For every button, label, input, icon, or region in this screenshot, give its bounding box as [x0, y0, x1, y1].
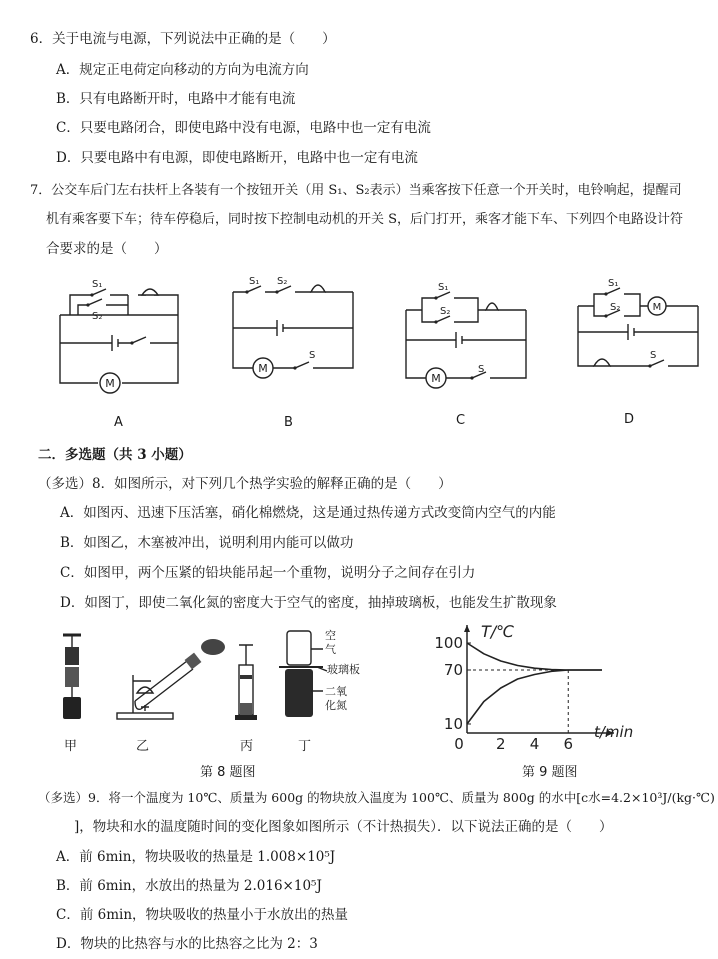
q9-stem-line-1: （多选）9．将一个温度为 10℃、质量为 600g 的物块放入温度为 100℃、质量为 800g 的水中[c水=4.2×10³J/(kg·℃) [38, 790, 715, 805]
q7-stem-line-2: 机有乘客要下车；待车停稳后，同时按下控制电动机的开关 S，后门打开，乘客才能下车、下列四个电路设计符 [46, 212, 684, 227]
circuit-b-s1-label: S₁ [249, 276, 260, 287]
q6-option-d: D．只要电路中有电源，即使电路断开，电路中也一定有电流 [56, 150, 418, 166]
circuit-d-s2-label: S₂ [610, 302, 621, 313]
x-tick-label: 2 [495, 735, 506, 753]
fig-label-ding: 丁 [298, 739, 312, 754]
x-tick-label: 4 [529, 735, 540, 753]
fig-label-bing: 丙 [240, 739, 254, 754]
series-block-curve [467, 670, 602, 724]
q7-stem-line-1: 7．公交车后门左右扶杆上各装有一个按钮开关（用 S₁、S₂表示）当乘客按下任意一个开关时，电铃响起，提醒司 [30, 183, 682, 198]
q7-stem-line-3: 合要求的是（ ） [46, 241, 168, 257]
y-axis-arrow [464, 625, 470, 632]
fig-ding-label-kong: 空 [325, 629, 336, 642]
circuit-c-s-label: S [478, 364, 485, 375]
fig-ding-label-no2-2: 化氮 [325, 699, 347, 712]
circuit-b [225, 270, 365, 380]
q6-option-b: B．只有电路断开时，电路中才能有电流 [56, 91, 296, 107]
fig-yi-test-tube [117, 639, 225, 719]
circuit-b-label: B [284, 415, 293, 430]
circuit-b-s2-label: S₂ [277, 276, 288, 287]
q8-figure-caption: 第 8 题图 [200, 765, 256, 780]
circuit-a-motor: M [105, 377, 115, 390]
circuit-a-s2-label: S₂ [92, 311, 103, 322]
series-water-curve [467, 643, 602, 670]
q8-option-c: C．如图甲，两个压紧的铅块能吊起一个重物，说明分子之间存在引力 [60, 565, 476, 581]
circuit-c-s1-label: S₁ [438, 282, 449, 293]
fig-ding-gas-jars [279, 628, 360, 717]
q6-option-a: A．规定正电荷定向移动的方向为电流方向 [56, 62, 309, 78]
y-tick-label: 10 [443, 715, 463, 733]
fig-label-yi: 乙 [136, 739, 150, 754]
y-tick-label: 70 [443, 661, 463, 679]
circuit-c-label: C [456, 413, 466, 428]
circuit-a-label: A [114, 415, 123, 430]
fig-jia-lead-blocks [63, 635, 81, 719]
circuit-c [398, 280, 538, 395]
circuit-c-s2-label: S₂ [440, 306, 451, 317]
circuit-a-s1-label: S₁ [92, 279, 103, 290]
fig-ding-label-no2-1: 二氧 [325, 685, 347, 698]
circuit-b-s-label: S [309, 350, 316, 361]
circuit-b-motor: M [258, 362, 268, 375]
q6-option-c: C．只要电路闭合，即使电路中没有电源，电路中也一定有电流 [56, 120, 431, 136]
x-tick-label: 6 [563, 735, 574, 753]
q8-option-d: D．如图丁，即使二氧化氮的密度大于空气的密度，抽掉玻璃板，也能发生扩散现象 [60, 595, 557, 611]
q9-stem-line-2: ]，物块和水的温度随时间的变化图象如图所示（不计热损失）．以下说法正确的是（ ） [74, 819, 613, 835]
q9-option-d: D．物块的比热容与水的比热容之比为 2：3 [56, 936, 318, 952]
q8-option-a: A．如图丙、迅速下压活塞，硝化棉燃烧，这是通过热传递方式改变筒内空气的内能 [60, 505, 556, 521]
fig-bing-piston [235, 645, 257, 720]
q8-figure [55, 625, 360, 735]
fig-label-jia: 甲 [64, 739, 78, 754]
q9-figure-caption: 第 9 题图 [522, 765, 578, 780]
x-axis-label: t/min [594, 723, 634, 741]
q9-option-c: C．前 6min，物块吸收的热量小于水放出的热量 [56, 907, 349, 923]
x-tick-label: 0 [454, 735, 464, 753]
circuit-d [570, 280, 710, 380]
q9-option-a: A．前 6min，物块吸收的热量是 1.008×10⁵J [56, 849, 336, 865]
q9-temperature-chart [425, 615, 634, 753]
section-2-title: 二．多选题（共 3 小题） [38, 447, 192, 463]
circuit-d-s-label: S [650, 350, 657, 361]
q6-stem: 6．关于电流与电源，下列说法中正确的是（ ） [30, 31, 336, 47]
circuit-c-motor: M [431, 372, 441, 385]
q9-option-b: B．前 6min，水放出的热量为 2.016×10⁵J [56, 878, 322, 894]
fig-ding-label-qi: 气 [325, 643, 336, 656]
y-tick-label: 100 [434, 634, 463, 652]
fig-ding-label-glass: 玻璃板 [327, 663, 360, 676]
q8-stem: （多选）8．如图所示，对下列几个热学实验的解释正确的是（ ） [38, 476, 452, 492]
circuit-d-s1-label: S₁ [608, 278, 619, 289]
circuit-d-label: D [624, 412, 635, 427]
q8-option-b: B．如图乙，木塞被冲出，说明利用内能可以做功 [60, 535, 354, 551]
y-axis-label: T/℃ [481, 622, 515, 641]
circuit-d-motor: M [652, 302, 662, 313]
circuit-a [50, 275, 190, 405]
